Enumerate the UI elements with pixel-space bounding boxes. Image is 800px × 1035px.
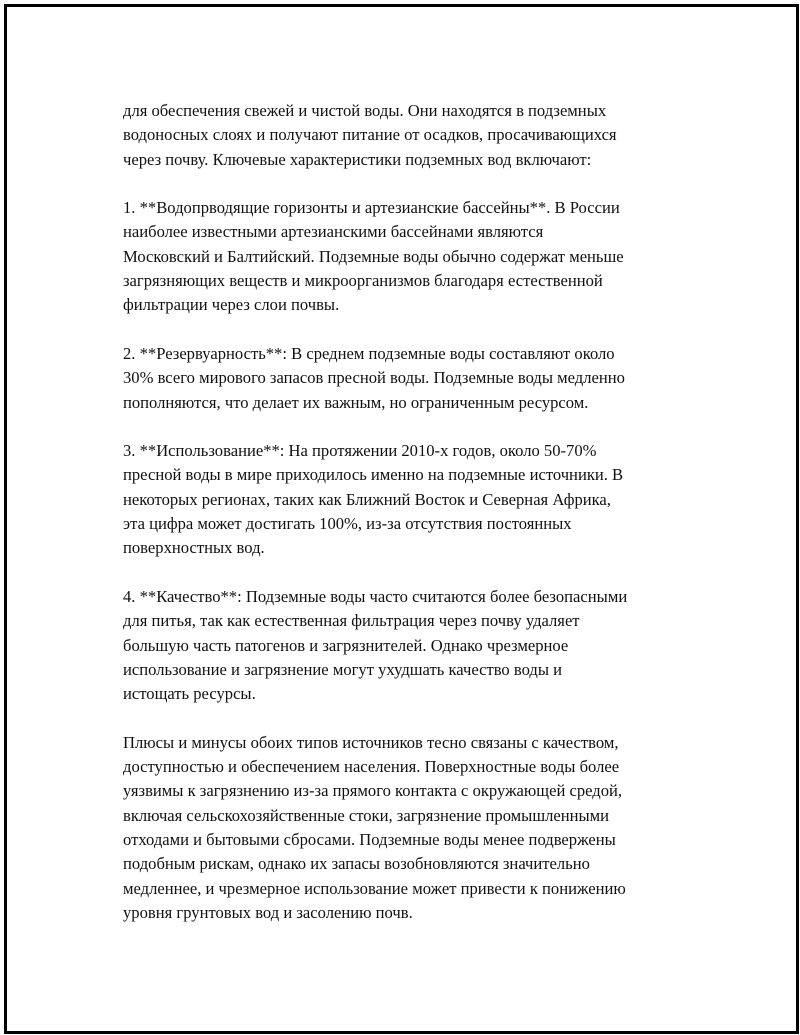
text-line: уязвимы к загрязнению из-за прямого контакта с окружающей средой, [123, 781, 623, 801]
text-line: для обеспечения свежей и чистой воды. Они находятся в подземных [123, 101, 607, 120]
paragraph-item-4 [123, 585, 695, 706]
paragraph-item-3 [123, 439, 695, 560]
text-line: 30% всего мирового запасов пресной воды. Подземные воды медленно [123, 368, 625, 388]
paragraph-item-1 [123, 196, 695, 317]
document-body [123, 99, 695, 949]
text-line: истощать ресурсы. [123, 684, 256, 704]
text-line: 2. **Резервуарность**: В среднем подземные воды составляют около [123, 343, 615, 363]
text-line: 4. **Качество**: Подземные воды часто считаются более безопасными [123, 586, 628, 606]
page-frame [4, 4, 799, 1034]
text-line: уровня грунтовых вод и засолению почв. [123, 902, 413, 922]
text-line: включая сельскохозяйственные стоки, загрязнение промышленными [123, 805, 610, 825]
text-line: пресной воды в мире приходилось именно на подземные источники. В [123, 465, 624, 485]
text-line: Московский и Балтийский. Подземные воды обычно содержат меньше [123, 246, 624, 266]
text-line: для питья, так как естественная фильтрация через почву удаляет [123, 611, 580, 631]
text-line: водоносных слоях и получают питание от осадков, просачивающихся [123, 125, 617, 145]
text-line: использование и загрязнение могут ухудшать качество воды и [123, 659, 563, 679]
text-line: 1. **Водопрводящие горизонты и артезианские бассейны**. В России [123, 198, 620, 218]
text-line: фильтрации через слои почвы. [123, 295, 340, 315]
text-line: наиболее известными артезианскими бассейнами являются [123, 222, 544, 242]
text-line: медленнее, и чрезмерное использование может привести к понижению [123, 878, 626, 898]
paragraph-item-2 [123, 342, 695, 415]
text-line: загрязняющих веществ и микроорганизмов благодаря естественной [123, 271, 603, 291]
text-line: эта цифра может достигать 100%, из-за отсутствия постоянных [123, 514, 572, 534]
text-line: подобным рискам, однако их запасы возобновляются значительно [123, 854, 590, 874]
text-line: 3. **Использование**: На протяжении 2010-х годов, около 50-70% [123, 441, 597, 461]
text-line: некоторых регионах, таких как Ближний Восток и Северная Африка, [123, 489, 611, 509]
text-line: большую часть патогенов и загрязнителей. Однако чрезмерное [123, 635, 569, 655]
text-line: отходами и бытовыми сбросами. Подземные воды менее подвержены [123, 829, 616, 849]
text-line: через почву. Ключевые характеристики подземных вод включают: [123, 149, 592, 169]
text-line: поверхностных вод. [123, 538, 265, 558]
text-line: Плюсы и минусы обоих типов источников тесно связаны с качеством, [123, 732, 619, 752]
text-line: доступностью и обеспечением населения. Поверхностные воды более [123, 757, 620, 777]
text-line: пополняются, что делает их важным, но ограниченным ресурсом. [123, 392, 589, 412]
paragraph-intro [123, 99, 695, 172]
paragraph-conclusion [123, 731, 695, 925]
